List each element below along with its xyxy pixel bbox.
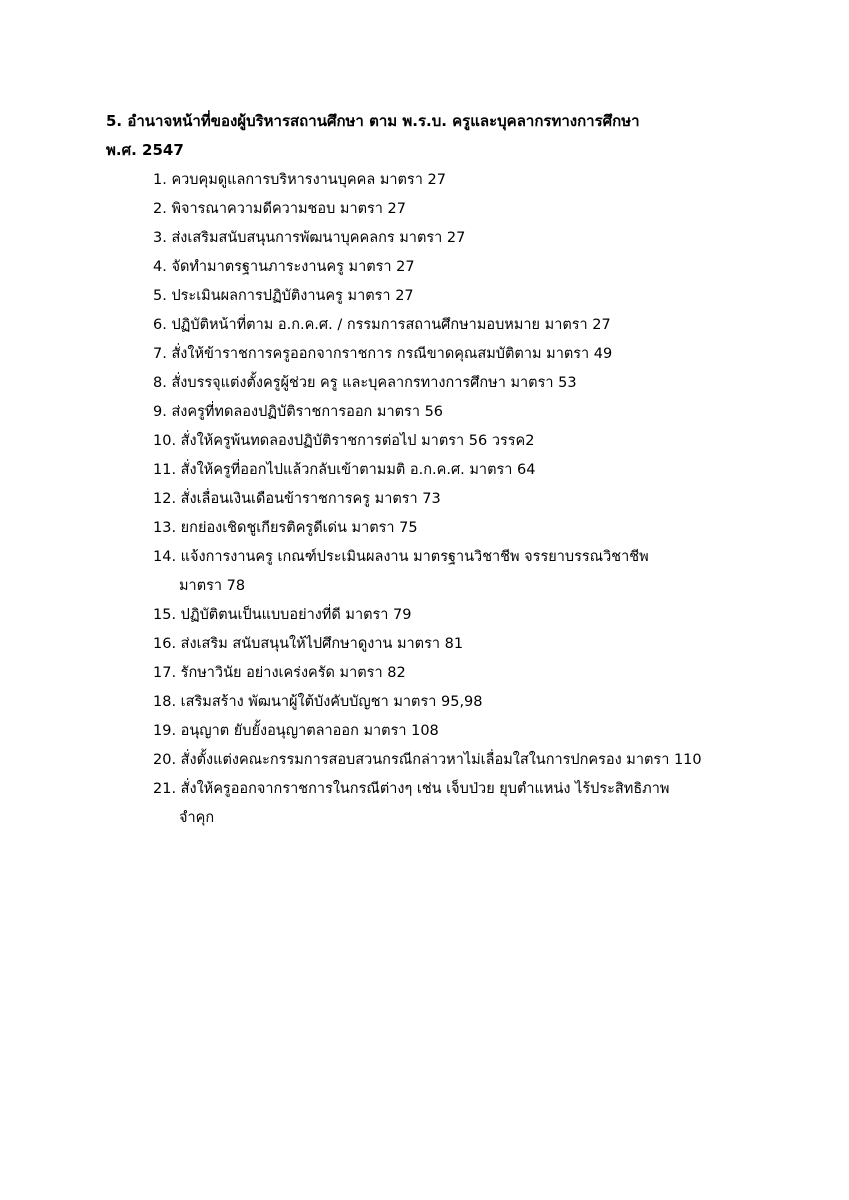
list-item bbox=[153, 224, 813, 253]
heading-line-1: 5. อำนาจหน้าที่ของผู้บริหารสถานศึกษา ตาม พ.ร.บ. ครูและบุคลากรทางการศึกษา bbox=[106, 112, 640, 130]
list-item bbox=[153, 369, 813, 398]
list-item-text: 5. ประเมินผลการปฏิบัติงานครู มาตรา 27 bbox=[153, 288, 414, 304]
list-item-text: 13. ยกย่องเชิดชูเกียรติครูดีเด่น มาตรา 75 bbox=[153, 520, 418, 536]
list-item-continuation: มาตรา 78 bbox=[179, 578, 246, 594]
list-item-text: 7. สั่งให้ข้าราชการครูออกจากราชการ กรณีขาดคุณสมบัติตาม มาตรา 49 bbox=[153, 346, 613, 362]
list-item bbox=[153, 746, 813, 775]
list-item-text: 21. สั่งให้ครูออกจากราชการในกรณีต่างๆ เช่น เจ็บป่วย ยุบตำแหน่ง ไร้ประสิทธิภาพ bbox=[153, 781, 670, 797]
list-item-text: 8. สั่งบรรจุแต่งตั้งครูผู้ช่วย ครู และบุคลากรทางการศึกษา มาตรา 53 bbox=[153, 375, 577, 391]
list-item bbox=[153, 543, 813, 601]
list-item-text: 18. เสริมสร้าง พัฒนาผู้ใต้บังคับบัญชา มาตรา 95,98 bbox=[153, 694, 483, 710]
list-item bbox=[153, 282, 813, 311]
list-item bbox=[153, 514, 813, 543]
list-item bbox=[153, 456, 813, 485]
list-item-continuation: จำคุก bbox=[179, 810, 215, 826]
list-item bbox=[153, 775, 813, 833]
list-item bbox=[153, 485, 813, 514]
list-item-text: 17. รักษาวินัย อย่างเคร่งครัด มาตรา 82 bbox=[153, 665, 406, 681]
list-item-text: 10. สั่งให้ครูพ้นทดลองปฏิบัติราชการต่อไป มาตรา 56 วรรค2 bbox=[153, 433, 535, 449]
list-item-text: 11. สั่งให้ครูที่ออกไปแล้วกลับเข้าตามมติ อ.ก.ค.ศ. มาตรา 64 bbox=[153, 462, 536, 478]
list-item-text: 3. ส่งเสริมสนับสนุนการพัฒนาบุคคลกร มาตรา 27 bbox=[153, 230, 466, 246]
list-item bbox=[153, 427, 813, 456]
list-item-text: 12. สั่งเลื่อนเงินเดือนข้าราชการครู มาตรา 73 bbox=[153, 491, 441, 507]
section-heading bbox=[106, 107, 806, 165]
list-item bbox=[153, 166, 813, 195]
list-item-text: 19. อนุญาต ยับยั้งอนุญาตลาออก มาตรา 108 bbox=[153, 723, 439, 739]
list-item bbox=[153, 253, 813, 282]
list-item bbox=[153, 311, 813, 340]
list-item bbox=[153, 601, 813, 630]
list-item-text: 9. ส่งครูที่ทดลองปฏิบัติราชการออก มาตรา 56 bbox=[153, 404, 444, 420]
duties-list bbox=[153, 166, 813, 833]
list-item bbox=[153, 630, 813, 659]
list-item-text: 16. ส่งเสริม สนับสนุนให้ไปศึกษาดูงาน มาตรา 81 bbox=[153, 636, 464, 652]
list-item-text: 1. ควบคุมดูแลการบริหารงานบุคคล มาตรา 27 bbox=[153, 172, 446, 188]
list-item-text: 6. ปฏิบัติหน้าที่ตาม อ.ก.ค.ศ. / กรรมการสถานศึกษามอบหมาย มาตรา 27 bbox=[153, 317, 611, 333]
list-item-text: 14. แจ้งการงานครู เกณฑ์ประเมินผลงาน มาตรฐานวิชาชีพ จรรยาบรรณวิชาชีพ bbox=[153, 549, 649, 565]
list-item-text: 20. สั่งตั้งแต่งคณะกรรมการสอบสวนกรณีกล่าวหาไม่เลื่อมใสในการปกครอง มาตรา 110 bbox=[153, 752, 702, 768]
list-item-text: 2. พิจารณาความดีความชอบ มาตรา 27 bbox=[153, 201, 406, 217]
list-item bbox=[153, 340, 813, 369]
list-item bbox=[153, 688, 813, 717]
list-item-text: 4. จัดทำมาตรฐานภาระงานครู มาตรา 27 bbox=[153, 259, 415, 275]
heading-line-2: พ.ศ. 2547 bbox=[106, 141, 184, 159]
list-item bbox=[153, 195, 813, 224]
list-item bbox=[153, 717, 813, 746]
list-item bbox=[153, 398, 813, 427]
list-item-text: 15. ปฏิบัติตนเป็นแบบอย่างที่ดี มาตรา 79 bbox=[153, 607, 412, 623]
list-item bbox=[153, 659, 813, 688]
